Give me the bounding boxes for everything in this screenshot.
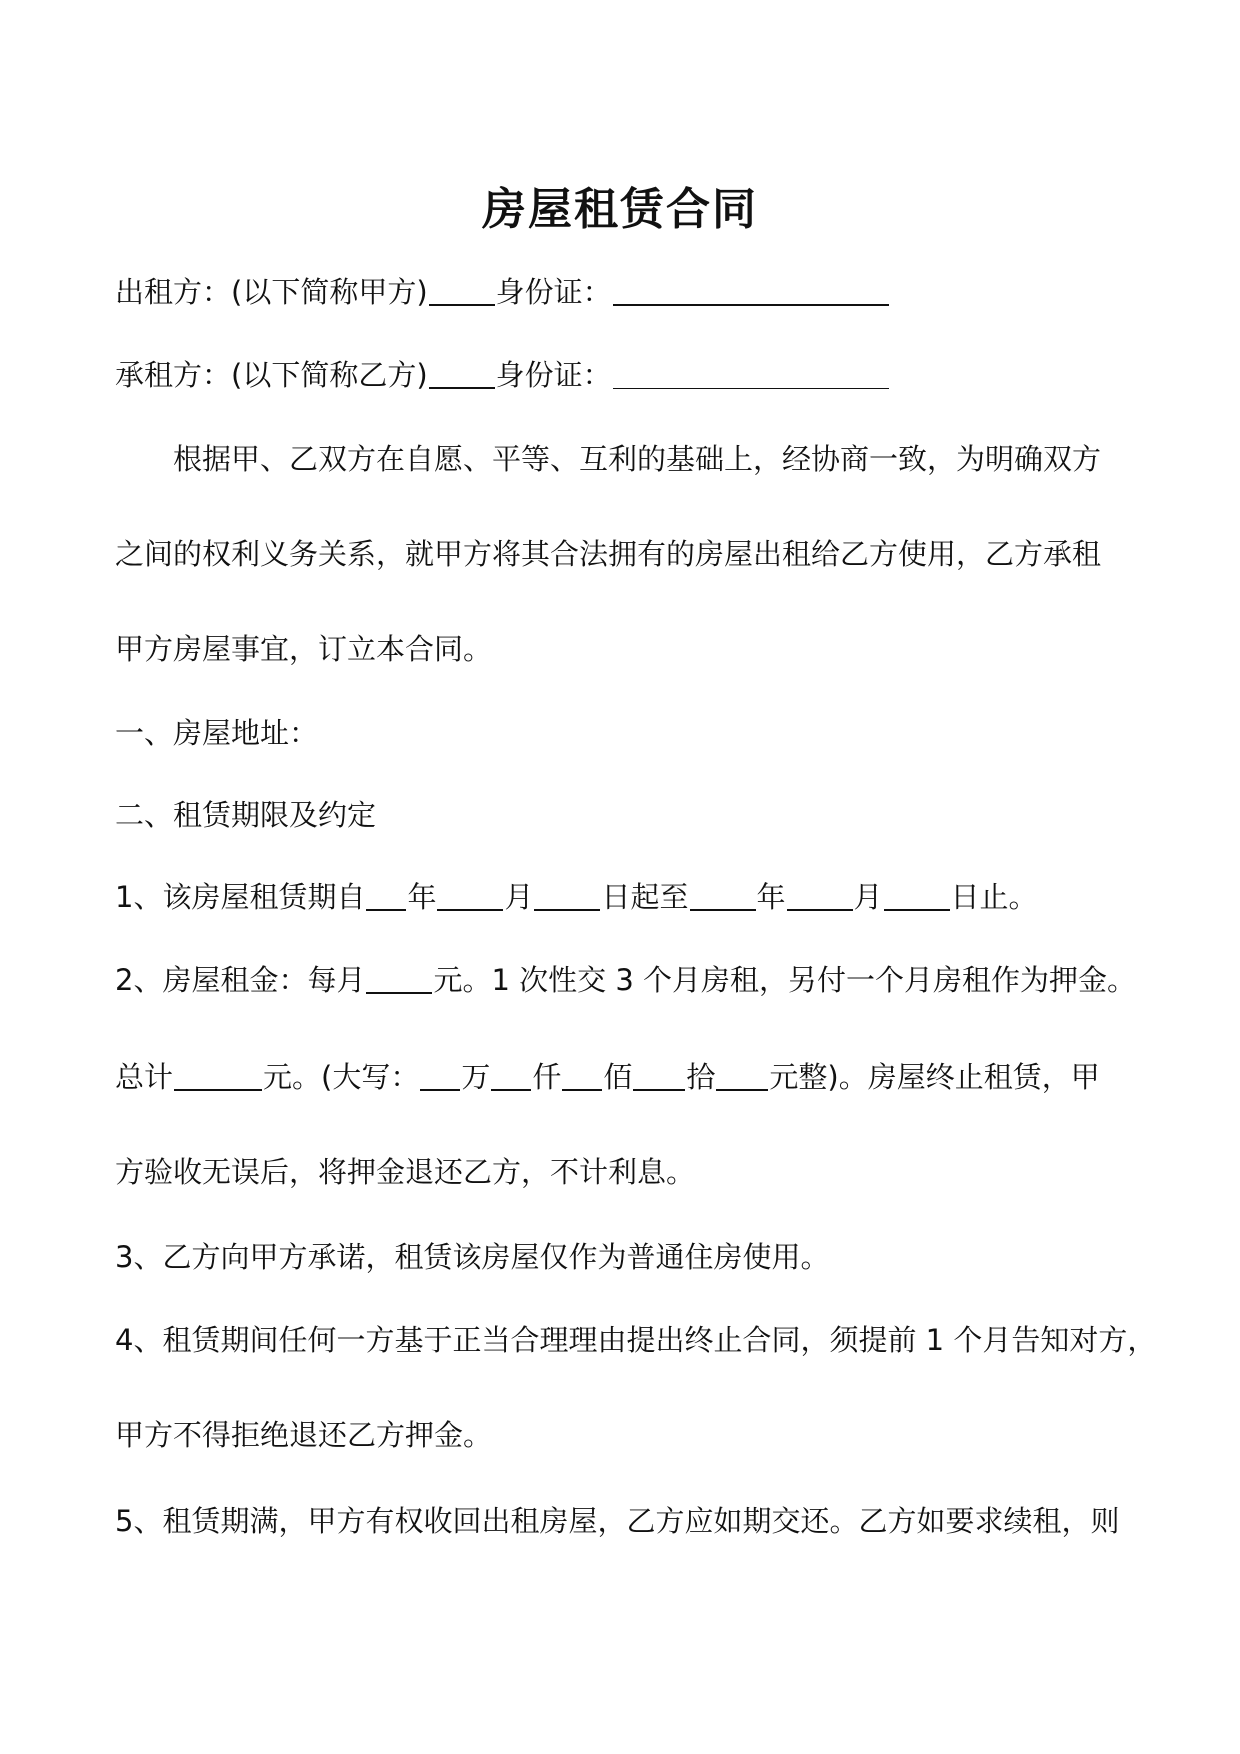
month-label: 月 <box>853 880 883 914</box>
start-year-blank[interactable] <box>366 879 406 911</box>
end-day-blank[interactable] <box>884 879 950 911</box>
lessor-label: 出租方：(以下简称甲方) <box>115 275 428 309</box>
start-day-blank[interactable] <box>534 879 600 911</box>
lessee-id-label: 身份证： <box>495 358 612 392</box>
preamble-line-1: 根据甲、乙双方在自愿、平等、互利的基础上，经协商一致，为明确双方 <box>173 442 1102 476</box>
qian-blank[interactable] <box>491 1059 531 1091</box>
page-title: 房屋租赁合同 <box>482 184 758 235</box>
clause-1-text: 1、该房屋租赁期自 <box>115 880 366 914</box>
clause-2-text: 2、房屋租金：每月 <box>115 963 366 997</box>
shi-label: 拾 <box>686 1060 716 1094</box>
lessee-label: 承租方：(以下简称乙方) <box>115 358 428 392</box>
clause-2-line-2 <box>115 1057 1100 1097</box>
lessee-name-blank[interactable] <box>429 357 495 389</box>
day-label: 日起至 <box>601 880 689 914</box>
clause-4-line-2: 甲方不得拒绝退还乙方押金。 <box>115 1418 493 1452</box>
bai-label: 佰 <box>603 1060 633 1094</box>
month-label: 月 <box>504 880 534 914</box>
end-month-blank[interactable] <box>787 879 853 911</box>
year-label: 年 <box>407 880 437 914</box>
clause-3: 3、乙方向甲方承诺，租赁该房屋仅作为普通住房使用。 <box>115 1240 830 1274</box>
wan-blank[interactable] <box>420 1059 460 1091</box>
clause-4-line-1: 4、租赁期间任何一方基于正当合理理由提出终止合同，须提前 1 个月告知对方， <box>115 1323 1157 1357</box>
total-amount-blank[interactable] <box>174 1059 262 1091</box>
shi-blank[interactable] <box>633 1059 685 1091</box>
lessor-name-blank[interactable] <box>429 274 495 306</box>
section-term: 二、租赁期限及约定 <box>115 798 377 832</box>
clause-1 <box>115 877 1038 917</box>
lessor-line <box>115 272 890 312</box>
clause-2-line-3: 方验收无误后，将押金退还乙方，不计利息。 <box>115 1155 696 1189</box>
preamble-line-3: 甲方房屋事宜，订立本合同。 <box>115 632 493 666</box>
lessee-line <box>115 355 890 395</box>
wan-label: 万 <box>461 1060 491 1094</box>
lessor-id-blank[interactable] <box>613 274 889 306</box>
total-label: 总计 <box>115 1060 174 1094</box>
qian-label: 仟 <box>532 1060 562 1094</box>
bai-blank[interactable] <box>562 1059 602 1091</box>
clause-2-text: 元整)。房屋终止租赁，甲 <box>769 1060 1100 1094</box>
lessee-id-blank[interactable] <box>613 358 889 389</box>
clause-2-text: 元。1 次性交 3 个月房租，另付一个月房租作为押金。 <box>433 963 1137 997</box>
lessor-id-label: 身份证： <box>495 275 612 309</box>
year-label: 年 <box>756 880 786 914</box>
total-uppercase-label: 元。(大写： <box>263 1060 420 1094</box>
preamble-line-2: 之间的权利义务关系，就甲方将其合法拥有的房屋出租给乙方使用，乙方承租 <box>115 537 1102 571</box>
section-address: 一、房屋地址： <box>115 716 319 750</box>
monthly-rent-blank[interactable] <box>366 962 432 994</box>
clause-5-line-1: 5、租赁期满，甲方有权收回出租房屋，乙方应如期交还。乙方如要求续租，则 <box>115 1504 1120 1538</box>
start-month-blank[interactable] <box>437 879 503 911</box>
yuan-blank[interactable] <box>716 1059 768 1091</box>
end-year-blank[interactable] <box>690 879 756 911</box>
day-label: 日止。 <box>950 880 1038 914</box>
clause-2-line-1 <box>115 960 1136 1000</box>
